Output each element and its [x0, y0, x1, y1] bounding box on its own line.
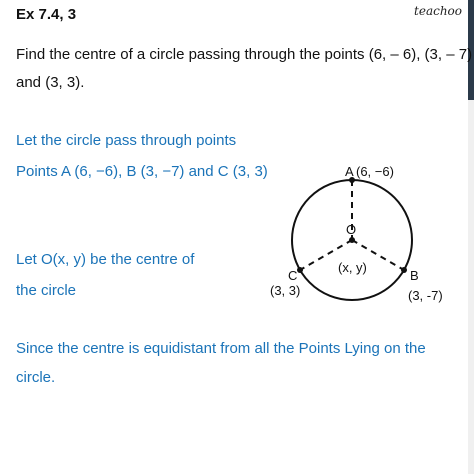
- question-line-1: Find the centre of a circle passing through the points (6, – 6), (3, – 7): [16, 46, 473, 63]
- body-line-5: Since the centre is equidistant from all the Points Lying on the: [16, 340, 426, 357]
- circle-diagram: [270, 150, 450, 330]
- label-c: C: [288, 268, 298, 283]
- question-line-2: and (3, 3).: [16, 74, 85, 91]
- scrollbar[interactable]: [468, 0, 474, 474]
- body-line-1: Let the circle pass through points: [16, 132, 237, 149]
- exercise-heading: Ex 7.4, 3: [16, 6, 77, 23]
- body-line-2: Points A (6, −6), B (3, −7) and C (3, 3): [16, 163, 268, 180]
- body-line-4: the circle: [16, 282, 77, 299]
- point-c: [297, 267, 303, 273]
- teachoo-logo: teachoo: [414, 4, 462, 18]
- coord-b: (3, -7): [408, 288, 443, 303]
- point-b: [401, 267, 407, 273]
- label-o: O: [346, 222, 357, 237]
- label-b: B: [410, 268, 419, 283]
- coord-a: (6, −6): [356, 164, 394, 179]
- coord-o: (x, y): [338, 260, 367, 275]
- point-o: [349, 237, 355, 243]
- body-line-6: circle.: [16, 369, 56, 386]
- coord-c: (3, 3): [270, 283, 301, 298]
- body-line-3: Let O(x, y) be the centre of: [16, 251, 195, 268]
- label-a: A: [345, 164, 354, 179]
